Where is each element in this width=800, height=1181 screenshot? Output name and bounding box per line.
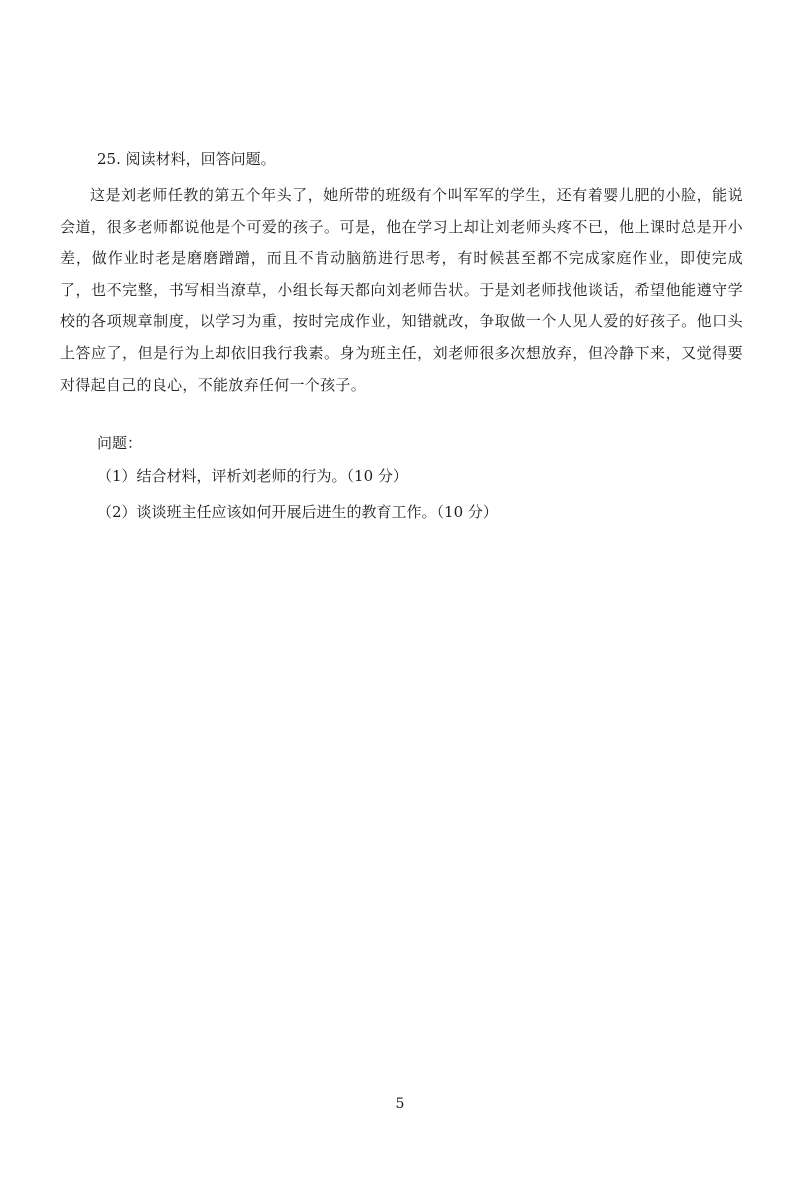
page-number: 5 [395,1096,405,1112]
question-heading: 25. 阅读材料，回答问题。 [97,150,276,168]
subquestion-1: （1）结合材料，评析刘老师的行为。（10 分） [97,467,408,485]
subquestion-2: （2）谈谈班主任应该如何开展后进生的教育工作。（10 分） [97,503,498,521]
reading-passage: 这是刘老师任教的第五个年头了，她所带的班级有个叫军军的学生，还有着婴儿肥的小脸，能说会道，很多老师都说他是个可爱的孩子。可是，他在学习上却让刘老师头疼不已，他上课时总是开小差，做作业时老是磨磨蹭蹭，而且不肯动脑筋进行思考，有时候甚至都不完成家庭作业，即使完成了，也不完整，书写相当潦草，小组长每天都向刘老师告状。于是刘老师找他谈话，希望他能遵守学校的各项规章制度，以学习为重，按时完成作业，知错就改，争取做一个人见人爱的好孩子。他口头上答应了，但是行为上却依旧我行我素。身为班主任，刘老师很多次想放弃，但冷静下来，又觉得要对得起自己的良心，不能放弃任何一个孩子。 [60,186,743,394]
prompt-label: 问题： [97,434,143,452]
